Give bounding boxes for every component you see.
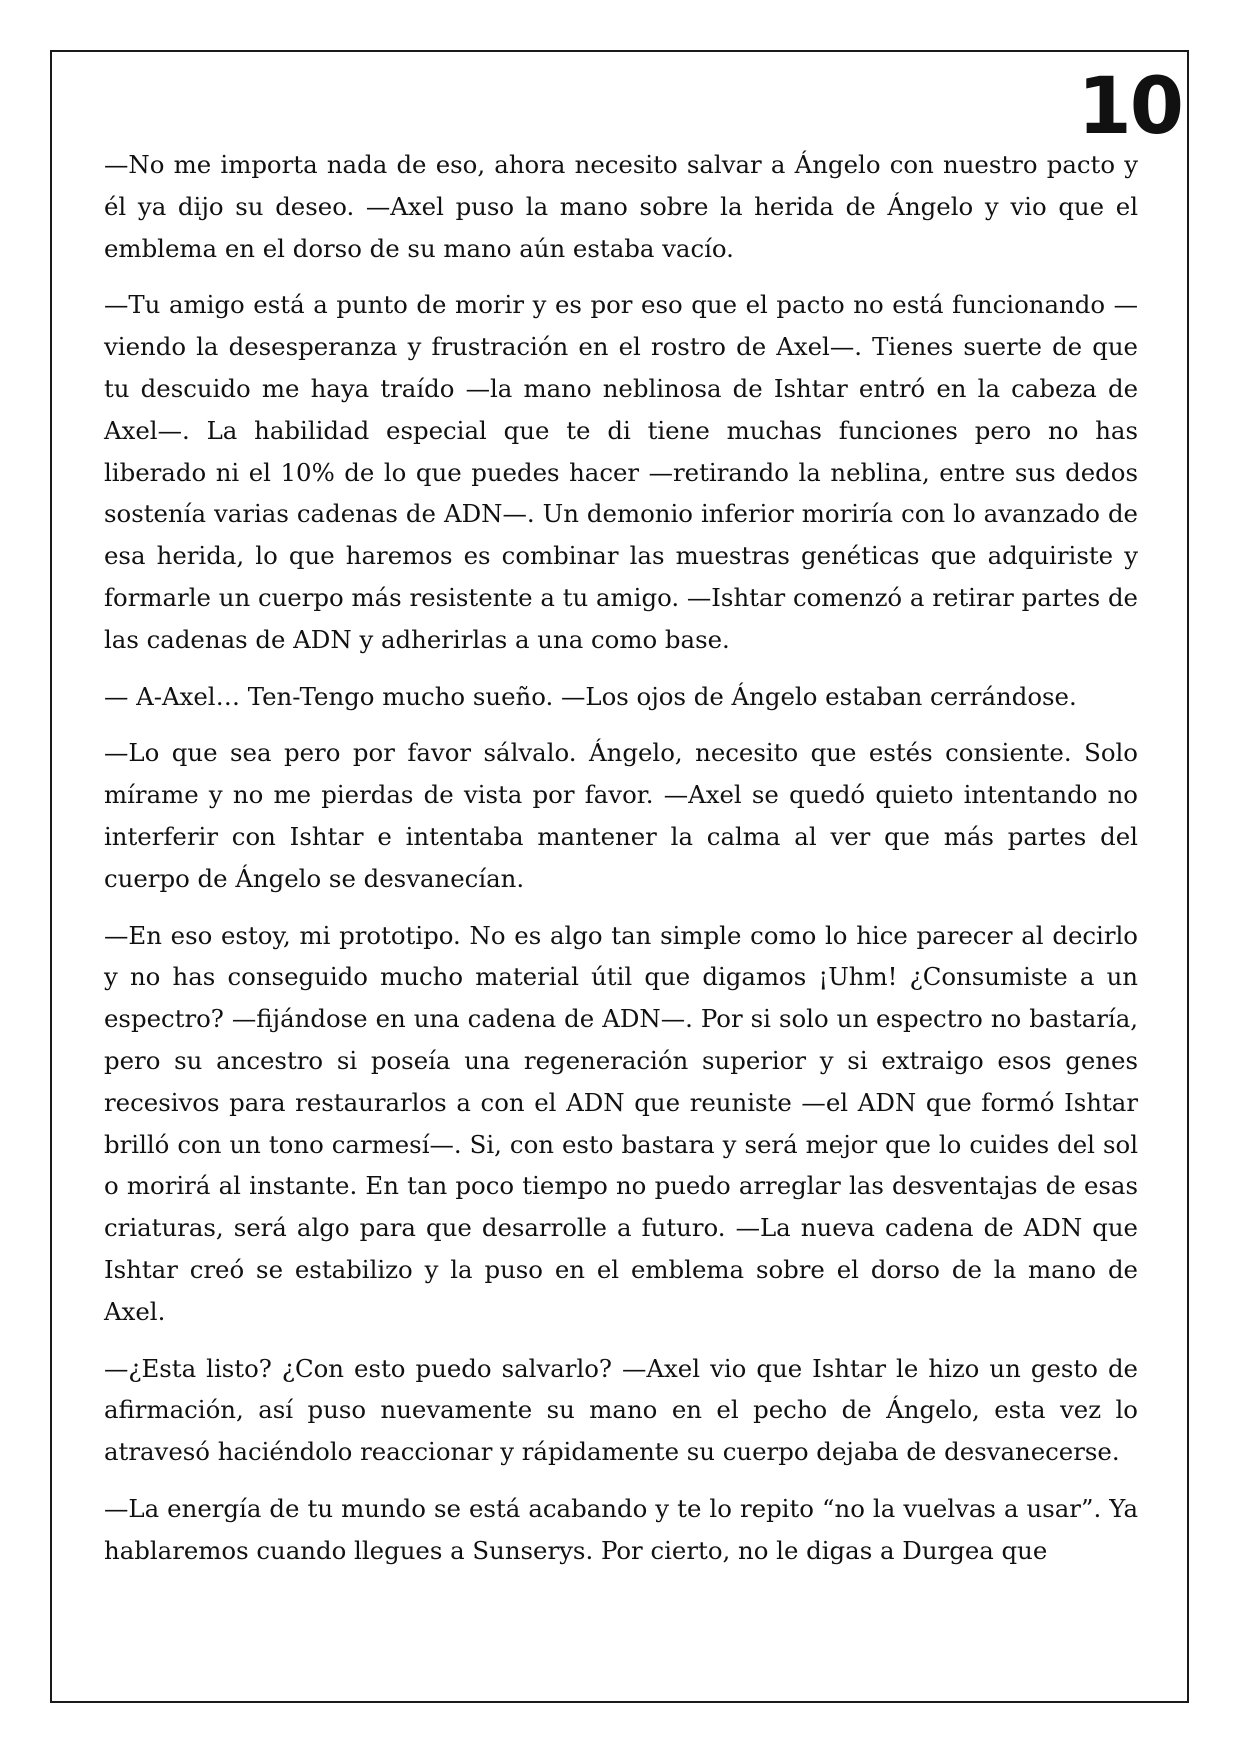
paragraph: —No me importa nada de eso, ahora necesito salvar a Ángelo con nuestro pacto y él ya dijo su deseo. —Axel puso la mano sobre la herida de Ángelo y vio que el emblema en el dorso de su mano aún estaba vacío.	[104, 150, 1138, 263]
page-number: 10	[1077, 62, 1182, 152]
paragraph: — A-Axel… Ten-Tengo mucho sueño. —Los ojos de Ángelo estaban cerrándose.	[104, 681, 1077, 711]
paragraph: —Lo que sea pero por favor sálvalo. Ángelo, necesito que estés consiente. Solo mírame y no me pierdas de vista por favor. —Axel se quedó quieto intentando no interferir con Ishtar e intentaba mantener la calma al ver que más partes del cuerpo de Ángelo se desvanecían.	[104, 738, 1138, 893]
paragraph: —Tu amigo está a punto de morir y es por eso que el pacto no está funcionando —viendo la desesperanza y frustración en el rostro de Axel—. Tienes suerte de que tu descuido me haya traído —la mano neblinosa de Ishtar entró en la cabeza de Axel—. La habilidad especial que te di tiene muchas funciones pero no has liberado ni el 10% de lo que puedes hacer —retirando la neblina, entre sus dedos sostenía varias cadenas de ADN—. Un demonio inferior moriría con lo avanzado de esa herida, lo que haremos es combinar las muestras genéticas que adquiriste y formarle un cuerpo más resistente a tu amigo. —Ishtar comenzó a retirar partes de las cadenas de ADN y adherirlas a una como base.	[104, 290, 1138, 654]
paragraph: —¿Esta listo? ¿Con esto puedo salvarlo? —Axel vio que Ishtar le hizo un gesto de afirmación, así puso nuevamente su mano en el pecho de Ángelo, esta vez lo atravesó haciéndolo reaccionar y rápidamente su cuerpo dejaba de desvanecerse.	[104, 1353, 1138, 1467]
paragraph: —La energía de tu mundo se está acabando y te lo repito “no la vuelvas a usar”. Ya hablaremos cuando llegues a Sunserys. Por cierto, no le digas a Durgea que	[104, 1493, 1138, 1565]
page-text	[104, 144, 1138, 1587]
paragraph: —En eso estoy, mi prototipo. No es algo tan simple como lo hice parecer al decirlo y no has conseguido mucho material útil que digamos ¡Uhm! ¿Consumiste a un espectro? —fijándose en una cadena de ADN—. Por si solo un espectro no bastaría, pero su ancestro si poseía una regeneración superior y si extraigo esos genes recesivos para restaurarlos a con el ADN que reuniste —el ADN que formó Ishtar brilló con un tono carmesí—. Si, con esto bastara y será mejor que lo cuides del sol o morirá al instante. En tan poco tiempo no puedo arreglar las desventajas de esas criaturas, será algo para que desarrolle a futuro. —La nueva cadena de ADN que Ishtar creó se estabilizo y la puso en el emblema sobre el dorso de la mano de Axel.	[104, 920, 1138, 1326]
